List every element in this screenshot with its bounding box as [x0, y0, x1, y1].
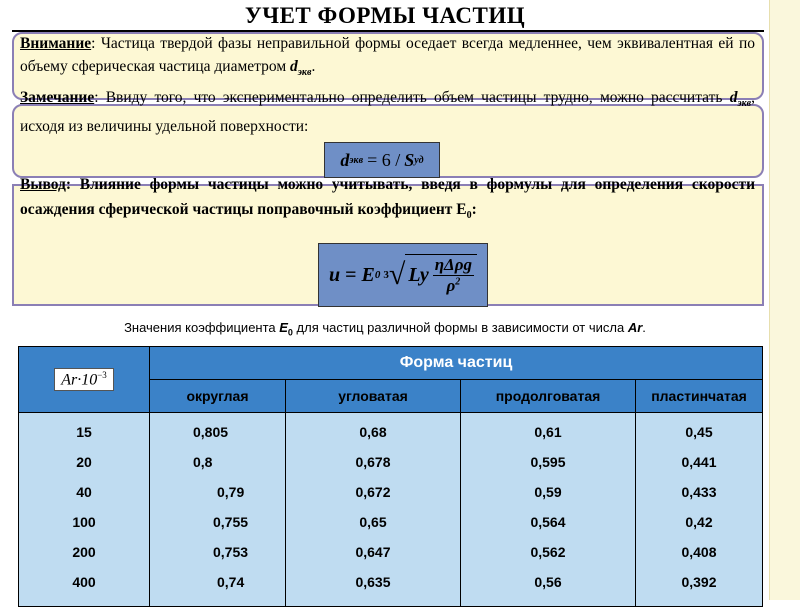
table-corner-cell: [19, 347, 150, 413]
table-cell: 0,45: [685, 424, 713, 440]
table-caption: [0, 320, 770, 338]
group-header: Форма частиц: [150, 347, 763, 380]
formula1-rhs-sub: уд: [414, 154, 424, 166]
table-cell: 0,441: [681, 454, 717, 470]
table-cell: 0,805: [193, 424, 229, 440]
conclusion-end: :: [471, 201, 477, 218]
table-cell: 0,42: [685, 514, 713, 530]
formula1-eq: = 6 /: [367, 149, 401, 170]
attention-text: : Частица твердой фазы неправильной формы оседает всегда медленнее, чем эквивалентная ей по объему сферическая частица диаметром: [20, 35, 755, 75]
table-cell: 0,647: [355, 544, 391, 560]
formula1-lhs-sub: экв: [349, 154, 364, 166]
table-cell: 0,753: [213, 544, 249, 560]
table-cell: 0,595: [530, 454, 566, 470]
right-stripe: [770, 0, 800, 600]
formula2-den-sup: 2: [455, 276, 461, 288]
d-symbol-2: d: [729, 89, 738, 106]
ar-column: [19, 413, 150, 607]
formula2-e: E: [361, 263, 375, 286]
table-cell: 0,79: [217, 484, 245, 500]
table-cell: 400: [72, 574, 96, 590]
table-cell: 15: [76, 424, 92, 440]
col-header-angular: угловатая: [286, 380, 461, 413]
table-cell: 0,672: [355, 484, 391, 500]
formula2-denominator: ρ: [446, 276, 456, 295]
ar-label-sup: −3: [97, 369, 107, 380]
formula2-eq: =: [345, 263, 357, 286]
remark-text-2: , исходя из величины удельной поверхности:: [20, 89, 755, 136]
radicand: [405, 254, 477, 296]
formula2-root-index: 3: [383, 269, 389, 281]
formula-settling-velocity: [318, 243, 488, 307]
right-stripe-line: [769, 0, 770, 600]
table-cell: 0,65: [359, 514, 387, 530]
caption-e: E: [279, 320, 288, 335]
conclusion-sub: 0: [466, 210, 472, 222]
table-cell: 100: [72, 514, 96, 530]
slide-title: УЧЕТ ФОРМЫ ЧАСТИЦ: [244, 3, 526, 28]
formula2-ly: Ly: [408, 264, 429, 286]
formula1-lhs: d: [340, 149, 350, 170]
remark-paragraph: [20, 86, 755, 138]
attention-end: .: [311, 58, 316, 75]
table-cell: 200: [72, 544, 96, 560]
caption-ar: Ar: [627, 320, 643, 335]
d-subscript: экв: [297, 67, 312, 79]
conclusion-paragraph: [20, 172, 755, 228]
table-cell: 0,678: [355, 454, 391, 470]
table-cell: 0,564: [530, 514, 566, 530]
radical-sign-icon: √: [388, 258, 406, 291]
table-cell: 0,408: [681, 544, 717, 560]
fraction: [433, 255, 474, 296]
formula2-e-sub: 0: [374, 269, 381, 281]
caption-e-sub: 0: [287, 327, 293, 338]
table-cell: 0,56: [534, 574, 562, 590]
coefficient-table: [18, 346, 763, 607]
table-cell: 0,755: [213, 514, 249, 530]
ar-label-text: Ar·10: [61, 371, 98, 389]
table-cell: 0,392: [681, 574, 717, 590]
table-cell: 0,8: [193, 454, 213, 470]
lamellar-column: [636, 413, 763, 607]
col-header-rounded: округлая: [150, 380, 286, 413]
caption-mid: для частиц различной формы в зависимости от числа: [292, 320, 628, 335]
col-header-elongated: продолговатая: [461, 380, 636, 413]
formula2-numerator: ηΔρg: [434, 255, 472, 274]
table-cell: 0,74: [217, 574, 245, 590]
attention-label: Внимание: [20, 35, 92, 52]
conclusion-text: : Влияние формы частицы можно учитывать, введя в формулы для определения скорости осаждения сферической частицы поправочный коэффициент Е: [20, 176, 755, 218]
conclusion-label: Вывод: [20, 176, 66, 193]
table-cell: 0,635: [355, 574, 391, 590]
table-cell: 0,61: [534, 424, 562, 440]
table-cell: 0,562: [530, 544, 566, 560]
caption-pre: Значения коэффициента: [124, 320, 280, 335]
formula2-lhs: u: [329, 263, 341, 286]
table-cell: 0,433: [681, 484, 717, 500]
remark-label: Замечание: [20, 89, 95, 106]
table-cell: 40: [76, 484, 92, 500]
remark-text: : Ввиду того, что экспериментально определить объем частицы трудно, можно рассчитать: [94, 89, 730, 106]
caption-end: .: [642, 320, 646, 335]
table-cell: 0,68: [359, 424, 387, 440]
table-cell: 20: [76, 454, 92, 470]
d-subscript-2: экв: [737, 98, 752, 110]
angular-column: [286, 413, 461, 607]
col-header-lamellar: пластинчатая: [636, 380, 763, 413]
table-cell: 0,59: [534, 484, 562, 500]
formula1-rhs: S: [404, 149, 415, 170]
d-symbol: d: [290, 58, 298, 75]
attention-paragraph: [20, 32, 755, 84]
rounded-column: [150, 413, 286, 607]
ar-label: [54, 368, 114, 391]
elongated-column: [461, 413, 636, 607]
